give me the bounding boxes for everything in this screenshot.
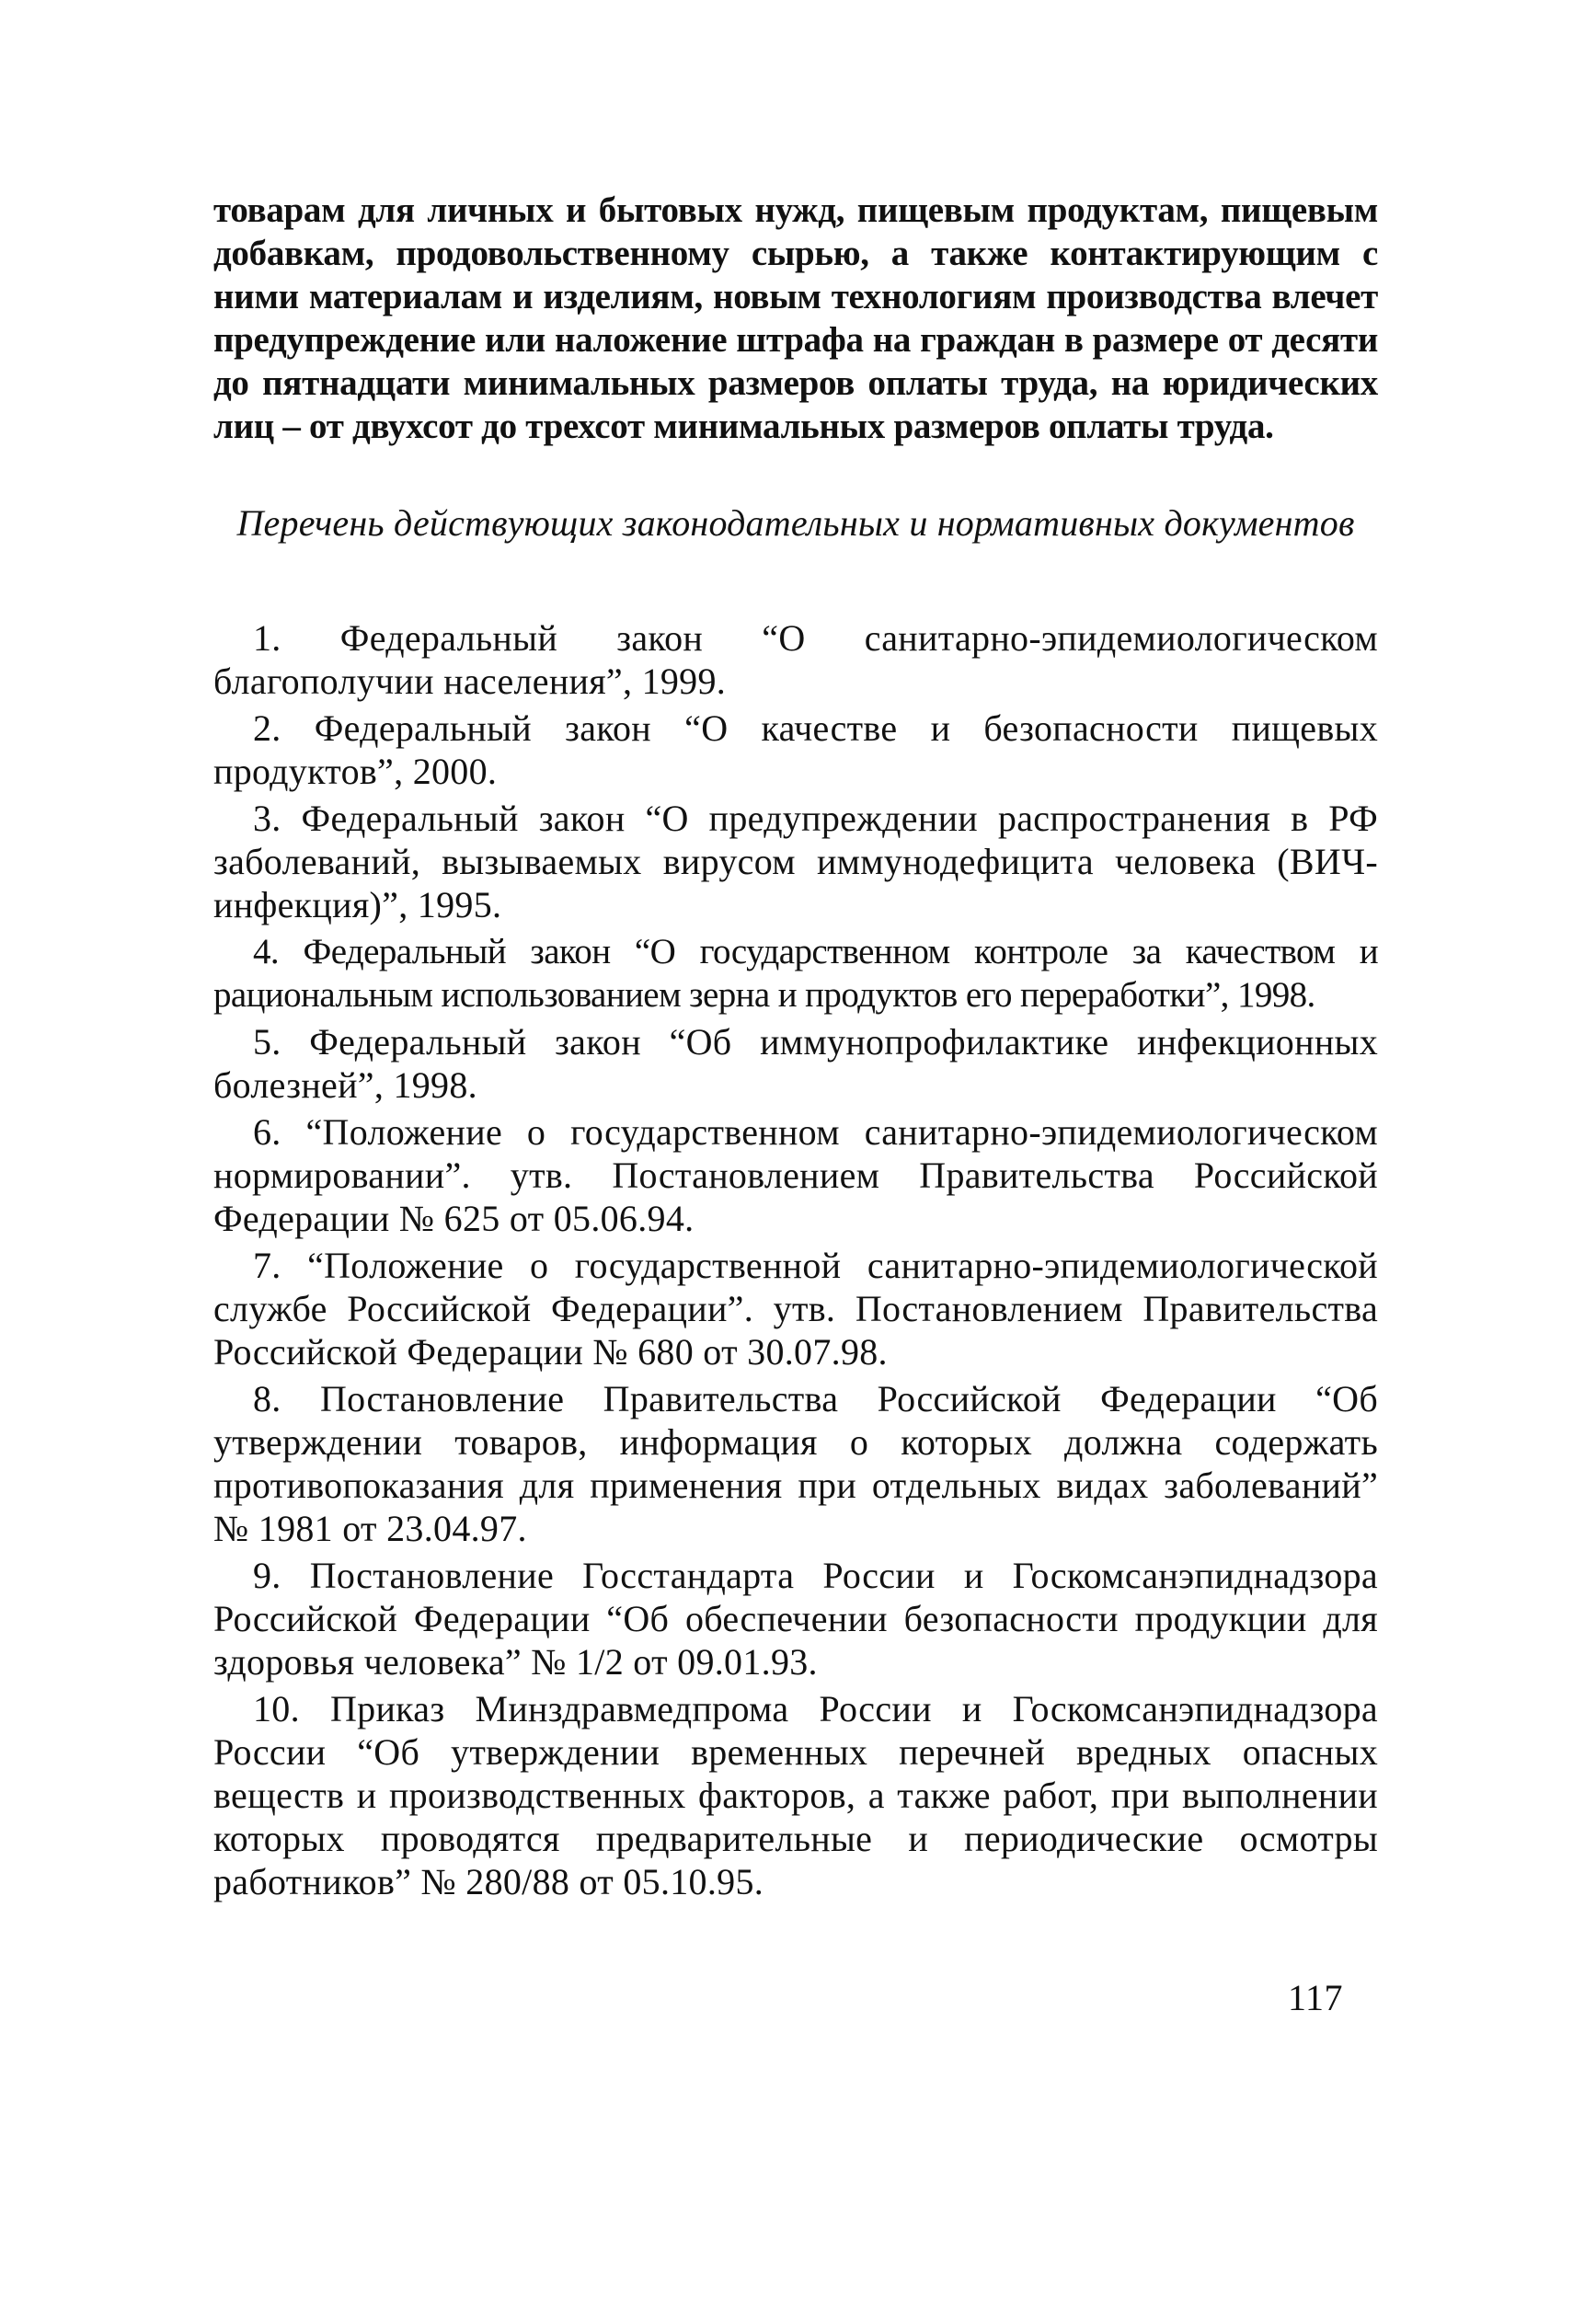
intro-paragraph: товарам для личных и бытовых нужд, пищевым продуктам, пищевым добавкам, продовольственному сырью, а также контактирующим с ними материалам и изделиям, новым технологиям производства влечет предупреждение или наложение штрафа на граждан в размере от десяти до пятнадцати минимальных размеров оплаты труда, на юридических лиц – от двухсот до трехсот минимальных размеров оплаты труда. (213, 190, 1378, 446)
list-item: 4. Федеральный закон “О государственном контроле за качеством и рациональным использованием зерна и продуктов его переработки”, 1998. (213, 932, 1378, 1015)
list-item: 10. Приказ Минздравмедпрома России и Госкомсанэпиднадзора России “Об утверждении временных перечней вредных опасных веществ и производственных факторов, а также работ, при выполнении которых проводятся предварительные и периодические осмотры работников” № 280/88 от 05.10.95. (213, 1688, 1378, 1902)
document-list (213, 616, 1378, 1907)
list-item: 5. Федеральный закон “Об иммунопрофилактике инфекционных болезней”, 1998. (213, 1021, 1378, 1106)
list-item: 8. Постановление Правительства Российской Федерации “Об утверждении товаров, информация о которых должна содержать противопоказания для применения при отдельных видах заболеваний” № 1981 от 23.04.97. (213, 1378, 1378, 1549)
page-number: 117 (1288, 1977, 1344, 2018)
list-item: 7. “Положение о государственной санитарно-эпидемиологической службе Российской Федерации”. утв. Постановлением Правительства Российской Федерации № 680 от 30.07.98. (213, 1245, 1378, 1373)
list-item: 6. “Положение о государственном санитарно-эпидемиологическом нормировании”. утв. Постановлением Правительства Российской Федерации № 625 от 05.06.94. (213, 1111, 1378, 1239)
list-item: 1. Федеральный закон “О санитарно-эпидемиологическом благополучии населения”, 1999. (213, 617, 1378, 702)
section-heading: Перечень действующих законодательных и нормативных документов (236, 502, 1355, 544)
list-item: 3. Федеральный закон “О предупреждении распространения в РФ заболеваний, вызываемых вирусом иммунодефицита человека (ВИЧ-инфекция)”, 1995. (213, 798, 1378, 925)
list-item: 2. Федеральный закон “О качестве и безопасности пищевых продуктов”, 2000. (213, 707, 1378, 792)
list-item: 9. Постановление Госстандарта России и Госкомсанэпиднадзора Российской Федерации “Об обеспечении безопасности продукции для здоровья человека” № 1/2 от 09.01.93. (213, 1555, 1378, 1683)
